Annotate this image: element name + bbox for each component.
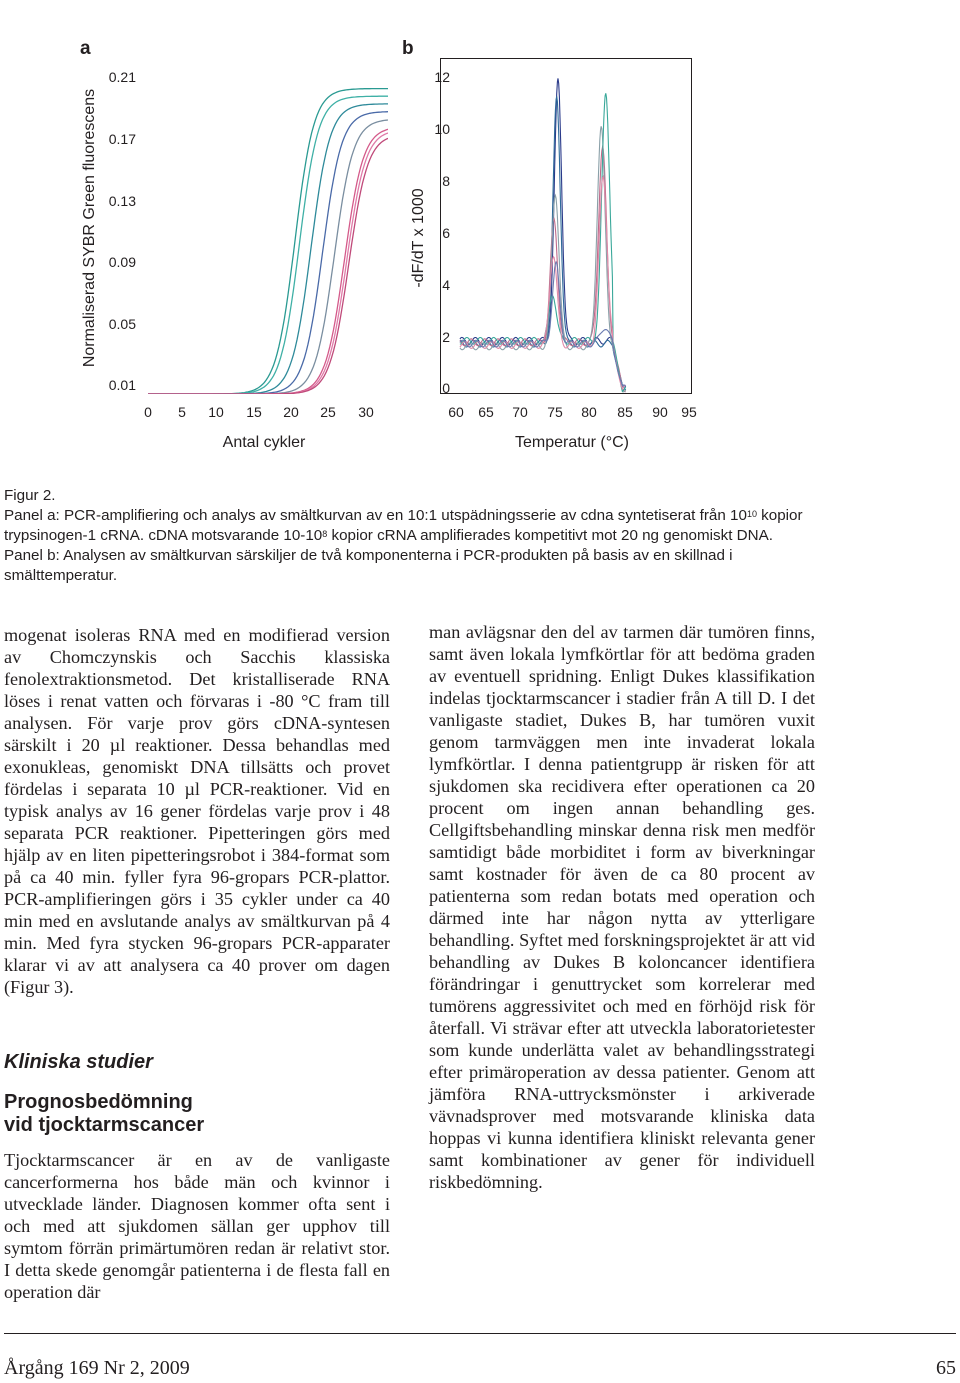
- panel-b-ytick-5: 2: [442, 329, 450, 345]
- right-column: [429, 621, 815, 1193]
- panel-a-ylabel: Normaliserad SYBR Green fluorescens: [81, 88, 98, 368]
- left-column: [4, 624, 390, 998]
- panel-a-xtick-5: 25: [320, 404, 336, 420]
- panel-b-xtick-6: 90: [652, 404, 668, 420]
- panel-b-ytick-0: 12: [434, 69, 450, 85]
- section-heading-kliniska-studier: Kliniska studier: [4, 1051, 153, 1073]
- panel-b-ytick-3: 6: [442, 225, 450, 241]
- panel-a-ytick-4: 0.05: [108, 316, 136, 332]
- caption-part-mid: kopior trypsinogen-1 cRNA. cDNA motsvarande 10-10: [4, 507, 803, 544]
- panel-b-xtick-3: 75: [547, 404, 563, 420]
- panel-a-series-3: [148, 104, 388, 394]
- panel-b-series-3: [460, 147, 626, 392]
- caption-exponent-2: 8: [322, 529, 328, 539]
- panel-a-series-5: [148, 120, 388, 394]
- caption-exponent-1: 10: [746, 509, 757, 519]
- panel-a-ytick-0: 0.21: [108, 69, 136, 85]
- panel-b-series-7: [460, 262, 626, 386]
- caption-part-a: Panel a: PCR-amplifiering och analys av smältkurvan av en 10:1 utspädningsserie av cdna syntetiserat från: [4, 507, 726, 524]
- panel-a-xtick-3: 15: [246, 404, 262, 420]
- subsection-heading-line-1: Prognosbedömning: [4, 1091, 193, 1113]
- left-paragraph-2: Tjocktarmscancer är en av de vanligaste cancerformerna hos både män och kvinnor i utvecklade länder. Diagnosen kommer ofta sent i och med att sjukdomen sällan ger upphov till symtom förrän primärtumören redan är relativt stor. I detta skede genomgår patienterna i de flesta fall en operation där: [4, 1150, 390, 1302]
- subsection-heading-line-2: vid tjocktarmscancer: [4, 1114, 205, 1136]
- panel-b-xtick-4: 80: [581, 404, 597, 420]
- panel-a-xlabel: Antal cykler: [222, 434, 306, 451]
- panel-b-series-6: [460, 177, 626, 389]
- panel-b-xtick-0: 60: [448, 404, 464, 420]
- panel-a-series-6: [148, 129, 388, 394]
- panel-a-xtick-6: 30: [358, 404, 374, 420]
- panel-a-ytick-5: 0.01: [108, 377, 136, 393]
- panel-b-xtick-2: 70: [512, 404, 528, 420]
- panel-a-series-8: [148, 138, 388, 394]
- panel-b-xtick-7: 95: [681, 404, 697, 420]
- panel-a-chart: [148, 58, 388, 394]
- panel-a-series-7: [148, 133, 388, 394]
- panel-b-ytick-4: 4: [442, 277, 450, 293]
- panel-b-ytick-1: 10: [434, 121, 450, 137]
- panel-b-ylabel: -dF/dT x 1000: [410, 188, 427, 288]
- page-number: 65: [936, 1357, 956, 1379]
- panel-a-ytick-2: 0.13: [108, 193, 136, 209]
- panel-b-letter: b: [402, 38, 414, 59]
- footer-issue: Årgång 169 Nr 2, 2009: [4, 1357, 190, 1379]
- panel-b-xlabel: Temperatur (°C): [515, 434, 629, 451]
- figure-caption: [4, 486, 804, 586]
- panel-a-xtick-0: 0: [144, 404, 152, 420]
- panel-a-ytick-3: 0.09: [108, 254, 136, 270]
- caption-text: [4, 506, 804, 586]
- caption-part-end: kopior cRNA amplifierades kompetitivt mot 20 ng genomiskt DNA. Panel b: Analysen av smältkurvan särskiljer de två komponenterna i PCR-produkten på basis av en skillnad i smälttemperatur.: [4, 527, 773, 584]
- panel-a-letter: a: [80, 38, 91, 59]
- subsection-heading: [4, 1091, 204, 1137]
- caption-label: Figur 2.: [4, 487, 56, 504]
- panel-b-ytick-6: 0: [442, 380, 450, 396]
- left-column-part-2: [4, 1149, 390, 1303]
- footer-rule: [4, 1333, 956, 1334]
- panel-a-xtick-4: 20: [283, 404, 299, 420]
- panel-b-xtick-5: 85: [617, 404, 633, 420]
- panel-a-xtick-1: 5: [178, 404, 186, 420]
- panel-b-ytick-2: 8: [442, 173, 450, 189]
- caption-base: 10: [730, 507, 747, 524]
- right-paragraph-1: man avlägsnar den del av tarmen där tumören finns, samt även lokala lymfkörtlar för att bedöma graden av eventuell spridning. Enligt Dukes klassifikation indelas tjocktarmscancer i stadier från A till D. I det vanligaste stadiet, Dukes B, har tumören vuxit genom tarmväggen men inte invaderat lokala lymfkörtlar. I denna patientgrupp är risken för att sjukdomen ska recidivera efter operationen ca 20 procent om ingen annan behandling ges. Cellgiftsbehandling minskar denna risk men medför samtidigt både morbiditet i form av biverkningar samt kostnader för även de ca 80 procent av patienterna som redan botats med operation och därmed inte har någon nytta av ytterligare behandling. Syftet med forskningsprojektet är att vid behandling av Dukes B koloncancer identifiera förändringar i genuttrycket som korrelerar med tumörens aggressivitet och med en förhöjd risk för återfall. Vi strävar efter att utveckla laboratorietester som kunde underlätta valet av behandlingsstrategi efter primäroperation av dessa patienter. Genom att jämföra RNA-uttrycksmönster i arkiverade vävnadsprover med motsvarande kliniska data hoppas vi kunna identifiera kliniskt relevanta gener samt kombinationer av gener för individuell riskbedömning.: [429, 622, 815, 1192]
- panel-a-ytick-1: 0.17: [108, 131, 136, 147]
- panel-b-chart: [440, 58, 692, 394]
- panel-a-xtick-2: 10: [208, 404, 224, 420]
- left-paragraph-1: mogenat isoleras RNA med en modifierad version av Chomczynskis och Sacchis klassiska fenolextraktionsmetod. Det kristalliserade RNA löses i renat vatten och förvaras i -80 °C fram till analysen. För varje prov görs cDNA-syntesen särskilt i 20 µl reaktioner. Dessa behandlas med exonukleas, genomiskt DNA tillsätts och provet fördelas i separata 10 µl PCR-reaktioner. Vid en typisk analys av 16 gener fördelas varje prov i 48 separata PCR reaktioner. Pipetteringen görs med hjälp av en liten pipetteringsrobot i 384-format som på ca 40 min. fyller fyra 96-gropars PCR-plattor. PCR-amplifieringen görs i 35 cykler under ca 40 min med en avslutande analys av smältkurvan på 4 min. Med fyra stycken 96-gropars PCR-apparater klarar vi av att analysera ca 40 prover om dagen (Figur 3).: [4, 625, 390, 997]
- panel-b-xtick-1: 65: [478, 404, 494, 420]
